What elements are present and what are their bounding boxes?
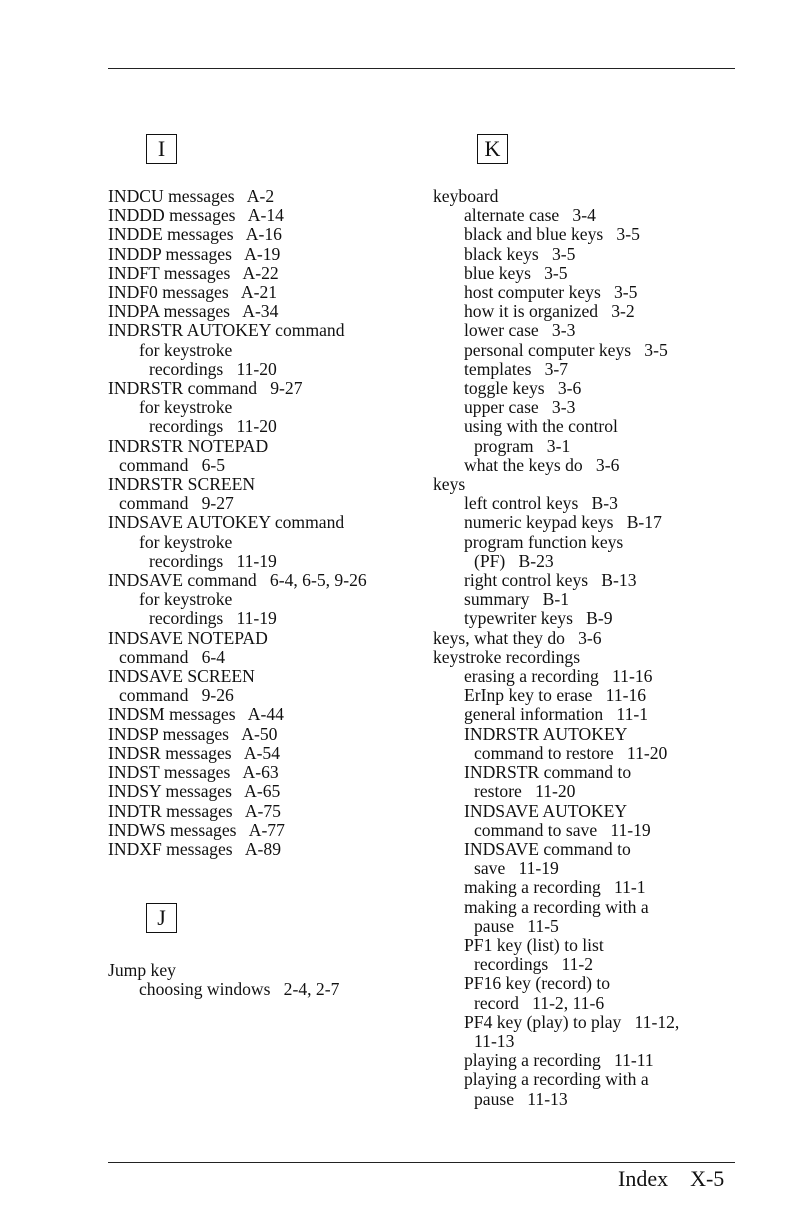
index-entry: recordings 11-2 bbox=[474, 954, 594, 975]
index-entry: upper case 3-3 bbox=[464, 397, 576, 418]
index-entry: INDRSTR AUTOKEY command bbox=[108, 320, 345, 341]
index-entry: INDRSTR NOTEPAD bbox=[108, 435, 269, 456]
index-entry: for keystroke bbox=[139, 589, 233, 610]
index-entry: keystroke recordings bbox=[433, 646, 581, 667]
index-entry: command 9-27 bbox=[119, 493, 234, 514]
index-entry: (PF) B-23 bbox=[474, 550, 554, 571]
index-entry: numeric keypad keys B-17 bbox=[464, 512, 662, 533]
index-entry: recordings 11-19 bbox=[149, 608, 277, 629]
index-entry: command 6-4 bbox=[119, 646, 226, 667]
page-number: X-5 bbox=[690, 1166, 725, 1191]
index-entry: using with the control bbox=[464, 416, 618, 437]
index-entry: for keystroke bbox=[139, 339, 233, 360]
index-entry: ErInp key to erase 11-16 bbox=[464, 685, 647, 706]
index-entry: INDF0 messages A-21 bbox=[108, 282, 278, 303]
index-entry: INDWS messages A-77 bbox=[108, 819, 285, 840]
index-entry: INDSAVE command 6-4, 6-5, 9-26 bbox=[108, 570, 367, 591]
index-entry: program function keys bbox=[464, 531, 624, 552]
index-entry: restore 11-20 bbox=[474, 781, 576, 802]
index-entry: INDSM messages A-44 bbox=[108, 704, 284, 725]
index-entry: INDPA messages A-34 bbox=[108, 301, 279, 322]
index-entry: PF16 key (record) to bbox=[464, 973, 611, 994]
index-entry: templates 3-7 bbox=[464, 358, 569, 379]
index-entry: INDSP messages A-50 bbox=[108, 723, 278, 744]
index-entry: black keys 3-5 bbox=[464, 243, 576, 264]
index-entry: keyboard bbox=[433, 186, 499, 206]
index-entry: lower case 3-3 bbox=[464, 320, 576, 341]
footer-label: Index bbox=[618, 1166, 669, 1191]
index-entry: playing a recording with a bbox=[464, 1069, 649, 1090]
index-entry: INDSAVE NOTEPAD bbox=[108, 627, 268, 648]
index-entry: INDDD messages A-14 bbox=[108, 205, 284, 226]
index-entry: making a recording 11-1 bbox=[464, 877, 646, 898]
index-entry: record 11-2, 11-6 bbox=[474, 992, 605, 1013]
index-entry: command to save 11-19 bbox=[474, 819, 651, 840]
index-entry: pause 11-5 bbox=[474, 915, 559, 936]
index-entry: command to restore 11-20 bbox=[474, 742, 668, 763]
index-entry: general information 11-1 bbox=[464, 704, 649, 725]
index-entry: choosing windows 2-4, 2-7 bbox=[139, 979, 340, 1000]
top-rule bbox=[108, 68, 735, 69]
section-letter-i: I bbox=[146, 134, 177, 164]
index-entry: INDSY messages A-65 bbox=[108, 781, 281, 802]
index-entry: summary B-1 bbox=[464, 589, 570, 610]
index-entry: INDCU messages A-2 bbox=[108, 186, 275, 206]
index-entry: recordings 11-19 bbox=[149, 550, 277, 571]
index-entry: INDSAVE command to bbox=[464, 838, 631, 859]
index-entry: INDXF messages A-89 bbox=[108, 838, 281, 859]
index-entry: personal computer keys 3-5 bbox=[464, 339, 668, 360]
index-entry: toggle keys 3-6 bbox=[464, 378, 582, 399]
index-entry: keys, what they do 3-6 bbox=[433, 627, 602, 648]
index-entry: INDTR messages A-75 bbox=[108, 800, 281, 821]
index-entry: host computer keys 3-5 bbox=[464, 282, 638, 303]
index-entry: pause 11-13 bbox=[474, 1088, 568, 1109]
index-entry: INDSAVE SCREEN bbox=[108, 666, 255, 687]
section-letter-k: K bbox=[477, 134, 508, 164]
index-entry: INDST messages A-63 bbox=[108, 762, 279, 783]
section-letter-j: J bbox=[146, 903, 177, 933]
page-footer bbox=[618, 1166, 724, 1192]
index-entry: 11-13 bbox=[474, 1030, 515, 1051]
index-entry: alternate case 3-4 bbox=[464, 205, 596, 226]
index-list-j bbox=[108, 961, 339, 999]
index-entry: making a recording with a bbox=[464, 896, 649, 917]
index-entry: erasing a recording 11-16 bbox=[464, 666, 653, 687]
index-entry: black and blue keys 3-5 bbox=[464, 224, 640, 245]
index-entry: command 6-5 bbox=[119, 454, 226, 475]
index-entry: left control keys B-3 bbox=[464, 493, 618, 514]
index-entry: recordings 11-20 bbox=[149, 416, 277, 437]
index-entry: blue keys 3-5 bbox=[464, 262, 568, 283]
index-entry: INDDE messages A-16 bbox=[108, 224, 282, 245]
index-entry: INDFT messages A-22 bbox=[108, 262, 279, 283]
index-entry: program 3-1 bbox=[474, 435, 571, 456]
index-entry: typewriter keys B-9 bbox=[464, 608, 613, 629]
index-entry: right control keys B-13 bbox=[464, 570, 637, 591]
index-entry: playing a recording 11-11 bbox=[464, 1050, 654, 1071]
index-entry: INDRSTR command to bbox=[464, 762, 632, 783]
index-entry: PF4 key (play) to play 11-12, bbox=[464, 1011, 680, 1032]
index-entry: INDSR messages A-54 bbox=[108, 742, 281, 763]
bottom-rule bbox=[108, 1162, 735, 1163]
index-entry: INDSAVE AUTOKEY command bbox=[108, 512, 345, 533]
index-entry: INDSAVE AUTOKEY bbox=[464, 800, 628, 821]
index-entry: INDRSTR AUTOKEY bbox=[464, 723, 628, 744]
index-list-i bbox=[108, 187, 367, 859]
index-entry: keys bbox=[433, 474, 466, 495]
index-entry: command 9-26 bbox=[119, 685, 234, 706]
index-list-k bbox=[433, 187, 679, 1109]
index-entry: INDRSTR command 9-27 bbox=[108, 378, 303, 399]
index-entry: for keystroke bbox=[139, 531, 233, 552]
index-entry: INDDP messages A-19 bbox=[108, 243, 281, 264]
index-entry: recordings 11-20 bbox=[149, 358, 277, 379]
index-entry: for keystroke bbox=[139, 397, 233, 418]
index-entry: INDRSTR SCREEN bbox=[108, 474, 256, 495]
index-entry: Jump key bbox=[108, 960, 176, 980]
index-entry: PF1 key (list) to list bbox=[464, 934, 604, 955]
index-entry: how it is organized 3-2 bbox=[464, 301, 635, 322]
index-entry: what the keys do 3-6 bbox=[464, 454, 620, 475]
index-entry: save 11-19 bbox=[474, 858, 559, 879]
